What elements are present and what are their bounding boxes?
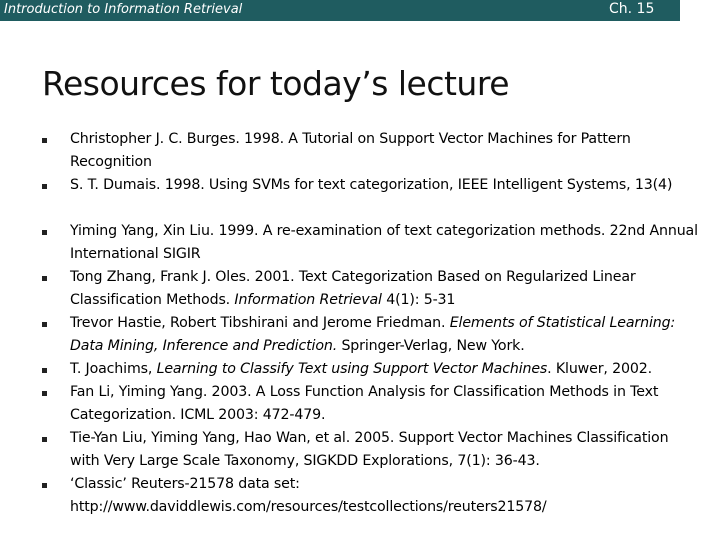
reference-item xyxy=(42,427,702,473)
square-bullet-icon xyxy=(42,138,47,143)
reference-text: Fan Li, Yiming Yang. 2003. A Loss Function Analysis for Classification Methods in Text Categorization. ICML 2003: 472-479. xyxy=(70,384,659,423)
reference-text: S. T. Dumais. 1998. Using SVMs for text categorization, IEEE Intelligent Systems, 13(4) xyxy=(70,177,673,193)
reference-text: ‘Classic’ Reuters-21578 data set: http://www.daviddlewis.com/resources/testcollections/reuters21578/ xyxy=(70,476,547,515)
square-bullet-icon xyxy=(42,391,47,396)
reference-item xyxy=(42,128,702,174)
reference-list xyxy=(42,128,702,519)
reference-text: Yiming Yang, Xin Liu. 1999. A re-examination of text categorization methods. 22nd Annual International SIGIR xyxy=(70,223,698,262)
square-bullet-icon xyxy=(42,230,47,235)
reference-item xyxy=(42,312,702,358)
reference-text: Tong Zhang, Frank J. Oles. 2001. Text Categorization Based on Regularized Linear Classification Methods. Information Retrieval 4(1): 5-31 xyxy=(70,269,636,308)
slide-title: Resources for today’s lecture xyxy=(42,64,509,103)
reference-item xyxy=(42,174,702,220)
square-bullet-icon xyxy=(42,483,47,488)
chapter-label: Ch. 15 xyxy=(609,1,655,17)
square-bullet-icon xyxy=(42,437,47,442)
reference-item xyxy=(42,220,702,266)
reference-text: Trevor Hastie, Robert Tibshirani and Jerome Friedman. Elements of Statistical Learning: Data Mining, Inference and Prediction. Springer-Verlag, New York. xyxy=(70,315,676,354)
reference-item xyxy=(42,381,702,427)
reference-item xyxy=(42,358,702,381)
square-bullet-icon xyxy=(42,322,47,327)
reference-item xyxy=(42,473,702,519)
square-bullet-icon xyxy=(42,368,47,373)
square-bullet-icon xyxy=(42,184,47,189)
reference-text: Tie-Yan Liu, Yiming Yang, Hao Wan, et al. 2005. Support Vector Machines Classification with Very Large Scale Taxonomy, SIGKDD Explorations, 7(1): 36-43. xyxy=(70,430,669,469)
reference-text: T. Joachims, Learning to Classify Text using Support Vector Machines. Kluwer, 2002. xyxy=(70,361,652,377)
course-title: Introduction to Information Retrieval xyxy=(4,2,243,17)
square-bullet-icon xyxy=(42,276,47,281)
reference-item xyxy=(42,266,702,312)
reference-text: Christopher J. C. Burges. 1998. A Tutorial on Support Vector Machines for Pattern Recognition xyxy=(70,131,631,170)
